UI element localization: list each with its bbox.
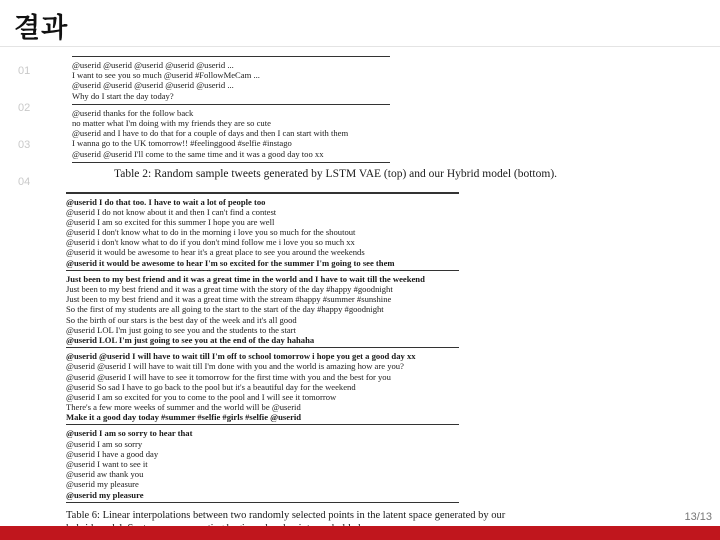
- title-divider: [0, 46, 720, 47]
- table-row: @userid @userid I'll come to the same time and it was a good day too xx: [72, 148, 324, 159]
- table-row: @userid thanks for the follow back: [72, 107, 194, 118]
- table2-caption: Table 2: Random sample tweets generated by LSTM VAE (top) and our Hybrid model (bottom).: [114, 167, 558, 180]
- table6-figure: [66, 192, 536, 535]
- table-row: @userid it would be awesome to hear I'm so excited for the summer I'm going to see them: [66, 257, 395, 268]
- section-number-04: 04: [18, 176, 31, 188]
- table-row: There's a few more weeks of summer and the world will be @userid: [66, 402, 301, 413]
- table-row: Why do I start the day today?: [72, 90, 174, 101]
- slide-title: 결과: [14, 13, 69, 44]
- table-row: @userid aw thank you: [66, 469, 144, 480]
- table-row: @userid my pleasure: [66, 489, 144, 500]
- table-row: I wanna go to the UK tomorrow!! #feelinggood #selfie #instago: [72, 138, 292, 149]
- section-number-02: 02: [18, 102, 31, 114]
- table-row: @userid I don't know what to do in the morning i love you so much for the shoutout: [66, 227, 356, 238]
- table-row: So the first of my students are all going to the start to the start of the day #happy #goodnight: [66, 304, 384, 315]
- table-row: @userid @userid @userid @userid @userid ...: [72, 80, 234, 91]
- table6-caption-line-1: Table 6: Linear interpolations between two randomly selected points in the latent space generated by our: [66, 510, 506, 522]
- table-row: @userid LOL I'm just going to see you and the students to the start: [66, 324, 296, 335]
- table-row: @userid @userid I will have to see it tomorrow for the first time with you and the best for you: [66, 371, 391, 382]
- table-row: @userid So sad I have to go back to the pool but it's a beautiful day for the weekend: [66, 381, 356, 392]
- interp-block-4: [66, 425, 536, 499]
- table-row: @userid my pleasure: [66, 479, 139, 490]
- table-row: @userid I do not know about it and then I can't find a contest: [66, 206, 277, 217]
- table-row: @userid @userid I will have to wait till I'm off to school tomorrow i hope you get a good day xx: [66, 351, 416, 362]
- table-row: @userid and I have to do that for a couple of days and then I can start with them: [72, 128, 349, 139]
- table-row: @userid @userid @userid @userid @userid ...: [72, 60, 234, 70]
- table-row: @userid i don't know what to do if you don't mind follow me i love you so much xx: [66, 237, 355, 248]
- table-row: Just been to my best friend and it was a great time in the world and I have to wait till the weekend: [66, 273, 425, 284]
- interp-block-3: [66, 348, 536, 422]
- lstm-rows: [72, 57, 542, 101]
- table-row: @userid I am so sorry to hear that: [66, 428, 193, 439]
- table2-figure: [72, 56, 558, 181]
- hybrid-rows: [72, 105, 542, 159]
- table-row: So the birth of our stars is the best day of the week and it's all good: [66, 314, 297, 325]
- section-number-01: 01: [18, 65, 31, 77]
- table-row: Just been to my best friend and it was a great time with the story of the day #happy #goodnight: [66, 284, 393, 294]
- table-row: @userid I do that too. I have to wait a lot of people too: [66, 196, 266, 207]
- table-row: I want to see you so much @userid #FollowMeCam ...: [72, 70, 260, 81]
- table-rule: [66, 502, 459, 504]
- section-number-03: 03: [18, 139, 31, 151]
- table-row: @userid @userid I will have to wait till I'm done with you and the world is amazing how are you?: [66, 361, 404, 372]
- table-row: Make it a good day today #summer #selfie #girls #selfie @userid: [66, 412, 302, 423]
- table-row: @userid LOL I'm just going to see you at the end of the day hahaha: [66, 334, 315, 345]
- page-number: 13/13: [684, 511, 712, 523]
- interp-block-2: [66, 271, 536, 345]
- interp-block-1: [66, 194, 536, 268]
- table-row: @userid I am so sorry: [66, 438, 143, 449]
- table-row: @userid I am so excited for this summer I hope you are well: [66, 216, 275, 227]
- table-rule: [72, 162, 390, 163]
- section-sidebar: [18, 60, 48, 208]
- table-row: no matter what I'm doing with my friends they are so cute: [72, 117, 271, 128]
- table-row: @userid I am so excited for you to come to the pool and I will see it tomorrow: [66, 391, 337, 402]
- footer-bar: [0, 526, 720, 540]
- table-row: Just been to my best friend and it was a great time with the stream #happy #summer #sunshine: [66, 294, 392, 305]
- table-row: @userid I want to see it: [66, 459, 148, 469]
- table-row: @userid I have a good day: [66, 448, 159, 459]
- table-row: @userid it would be awesome to hear it's a great place to see you around the weekends: [66, 247, 365, 258]
